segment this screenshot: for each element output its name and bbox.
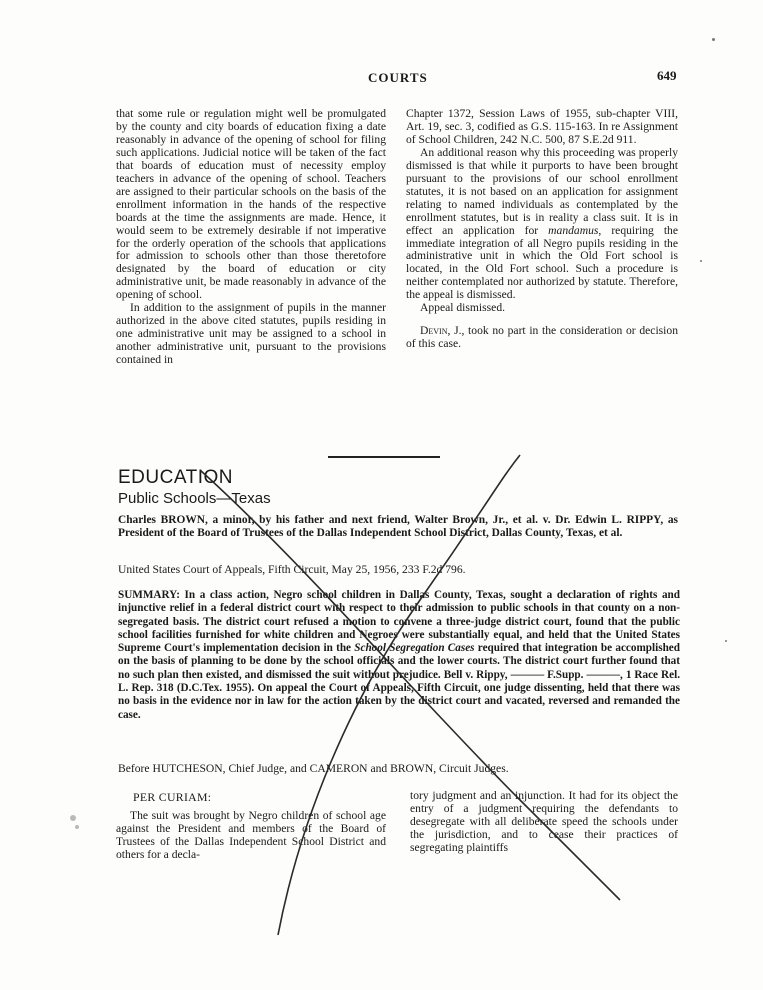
disposition: Appeal dismissed.: [420, 301, 506, 315]
summary-label: SUMMARY:: [118, 589, 180, 601]
opinion-left-text: The suit was brought by Negro children of school age against the President and members of the Board of Trustees of the Dallas Independent School District and others for a decla-: [116, 809, 386, 861]
left-paragraph-2: In addition to the assignment of pupils in the manner authorized in the above cited statutes, pupils residing in one administrative unit may be assigned to a school in another administrative unit, pursuant to the provisions contained in: [116, 301, 386, 367]
section-title: EDUCATION: [118, 467, 233, 488]
court-citation: United States Court of Appeals, Fifth Circuit, May 25, 1956, 233 F.2d 796.: [118, 563, 466, 576]
right-paragraph-text-cont: , requiring the immediate integration of all Negro pupils residing in the administrative unit in which the Old Fort school is located, in the Old Fort school. Such a procedure is neither contemplated nor authorized by statute. Therefore, the appeal is dismissed.: [406, 223, 678, 302]
mandamus-term: mandamus: [548, 223, 599, 237]
summary-text-cont: required that integration be accomplished on the basis of planning to be done by the school officials and the lower courts. The district court further found that no such plan then existed, and dismissed the suit without prejudice. Bell v. Rippy, ——— F.Supp. ———, 1 Race Rel. L. Rep. 318 (D.C.Tex. 1955). On appeal the Court of Appeals, Fifth Circuit, one judge dissenting, held that there was no basis in the evidence nor in law for the action taken by the district court and vacated, reversed and remanded the case.: [118, 642, 680, 721]
right-paragraph-text: An additional reason why this proceeding was properly dismissed is that while it purports to have been brought pursuant to the provisions of our school enrollment statutes, it is not based on an application for assignment relating to named individuals as contemplated by the enrollment statutes, but is in reality a class suit. It is in effect an application for: [406, 145, 678, 237]
case-summary: [118, 589, 680, 722]
opinion-left-column: [116, 810, 386, 862]
section-divider: [328, 456, 440, 458]
summary-text: In a class action, Negro school children in Dallas County, Texas, sought a declaration of rights and injunctive relief in a federal district court with respect to their admission to public schools in that county on a non-segregated basis. The district court refused a motion to convene a three-judge district court, found that the public school facilities furnished for white children and Negroes were substantially equal, and held that the United States Supreme Court's implementation decision in the: [118, 589, 680, 655]
scan-speck: [70, 815, 76, 821]
opinion-right-text: tory judgment and an injunction. It had for its object the entry of a judgment requiring the defendants to desegregate with all deliberate speed the schools under the jurisdiction, and to cease their practices of segregating plaintiffs: [410, 789, 678, 854]
left-paragraph-1: that some rule or regulation might well be promulgated by the county and city boards of education fixing a date reasonably in advance of the opening of school for filing such applications. Judicial notice will be taken of the fact that boards of education must of necessity employ teachers in advance of the opening of school. Teachers are assigned to their particular schools on the basis of the enrollment information in the hands of the respective boards at the time the assignments are made. Hence, it would seem to be extremely desirable if not imperative for the orderly operation of the schools that applications for admission to schools other than those theretofore designated by the board of education or city administrative unit, be made reasonably in advance of the opening of school.: [116, 107, 386, 302]
opinion-right-column: [410, 790, 678, 855]
running-header: COURTS: [368, 70, 428, 85]
scan-speck: [725, 640, 727, 642]
school-segregation-cases: School Segregation Cases: [354, 642, 475, 655]
statute-citation: Chapter 1372, Session Laws of 1955, sub-chapter VIII, Art. 19, sec. 3, codified as G.S. 115-163. In re Assignment of School Children, 242 N.C. 500, 87 S.E.2d 911.: [406, 107, 678, 146]
judges-line: Before HUTCHESON, Chief Judge, and CAMERON and BROWN, Circuit Judges.: [118, 762, 509, 775]
case-caption: Charles BROWN, a minor, by his father and next friend, Walter Brown, Jr., et al. v. Dr. Edwin L. RIPPY, as President of the Board of Trustees of the Dallas Independent School District, Dallas County, Texas, et al.: [118, 514, 678, 539]
scan-speck: [75, 825, 79, 829]
scan-speck: [712, 38, 715, 41]
per-curiam-heading: PER CURIAM:: [133, 790, 212, 804]
justice-name: Devin: [420, 324, 448, 338]
page-number: 649: [657, 68, 677, 83]
justice-note: [406, 325, 678, 351]
right-paragraph: [406, 147, 678, 302]
justice-note-text: , J., took no part in the consideration or decision of this case.: [406, 324, 678, 351]
scan-speck: [700, 260, 702, 262]
left-column: [116, 108, 386, 367]
section-subtitle: Public Schools—Texas: [118, 490, 271, 507]
right-column: [406, 108, 678, 351]
